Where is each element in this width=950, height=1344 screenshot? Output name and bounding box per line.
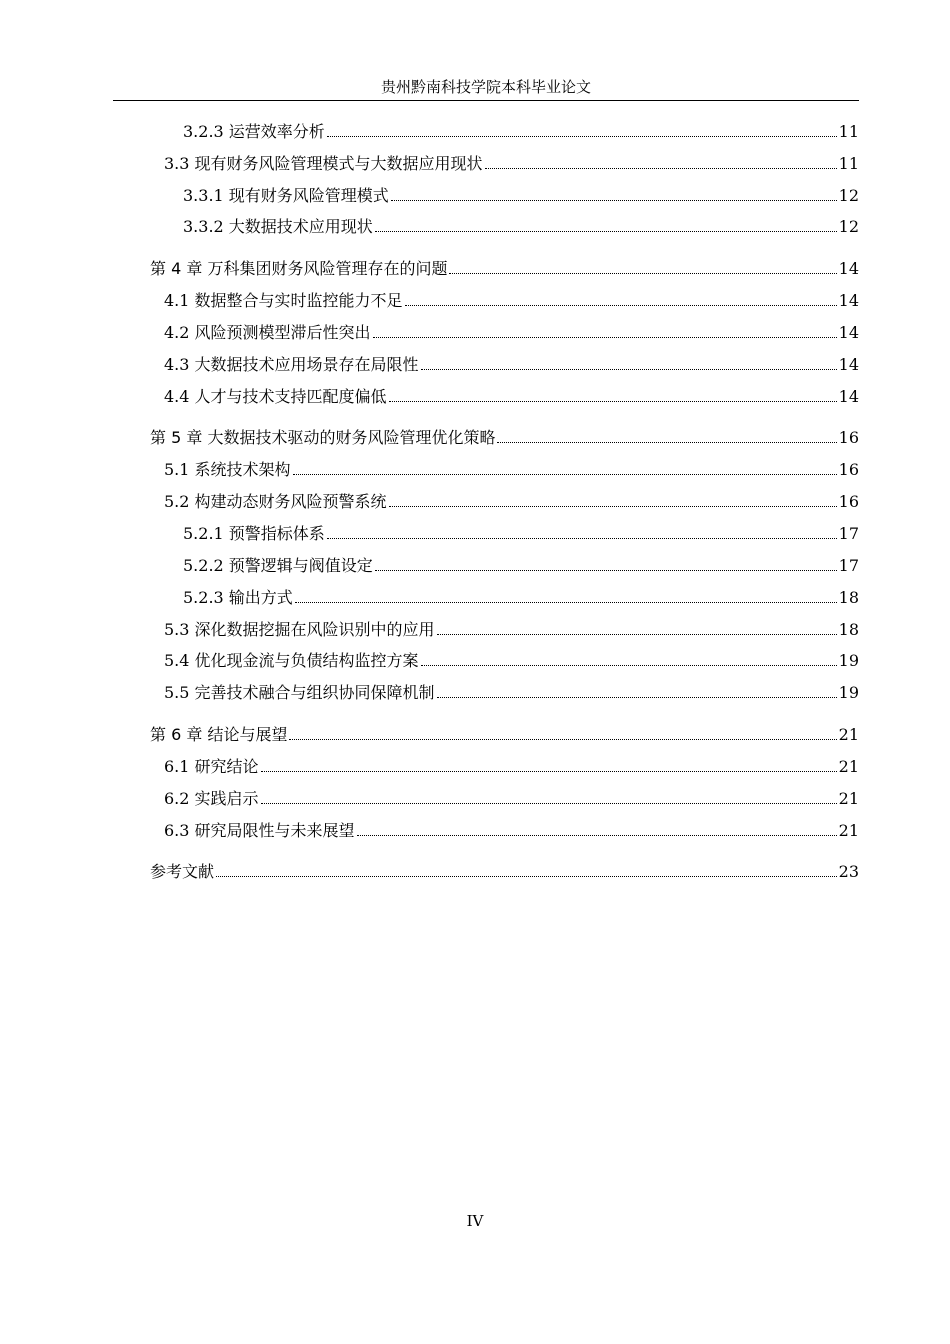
toc-entry[interactable] (183, 522, 859, 546)
toc-entry-title: 4.2 风险预测模型滞后性突出 (164, 323, 371, 342)
toc-entry-page: 18 (838, 620, 859, 639)
header-divider (113, 100, 859, 101)
toc-entry[interactable] (183, 120, 859, 144)
toc-entry-page: 11 (838, 154, 859, 173)
toc-entry[interactable] (164, 385, 859, 409)
toc-chapter-entry[interactable] (150, 860, 859, 884)
toc-entry-title: 第 4 章 万科集团财务风险管理存在的问题 (150, 259, 448, 278)
toc-leader-dots (421, 369, 837, 370)
toc-leader-dots (216, 876, 837, 877)
toc-leader-dots (437, 697, 837, 698)
toc-entry-page: 14 (838, 355, 859, 374)
toc-entry-page: 21 (838, 725, 859, 744)
toc-entry-title: 6.1 研究结论 (164, 757, 259, 776)
toc-leader-dots (375, 570, 837, 571)
toc-entry-page: 17 (838, 556, 859, 575)
toc-entry-page: 19 (838, 683, 859, 702)
toc-leader-dots (295, 602, 837, 603)
toc-entry-page: 14 (838, 259, 859, 278)
toc-leader-dots (289, 739, 836, 740)
toc-entry-page: 18 (838, 588, 859, 607)
toc-entry-page: 14 (838, 323, 859, 342)
toc-entry[interactable] (164, 353, 859, 377)
toc-chapter-entry[interactable] (150, 426, 859, 450)
toc-entry[interactable] (164, 755, 859, 779)
toc-leader-dots (327, 538, 837, 539)
toc-entry-title: 5.5 完善技术融合与组织协同保障机制 (164, 683, 435, 702)
toc-leader-dots (373, 337, 837, 338)
toc-entry[interactable] (164, 490, 859, 514)
toc-entry-page: 14 (838, 291, 859, 310)
toc-entry-title: 6.3 研究局限性与未来展望 (164, 821, 355, 840)
toc-entry[interactable] (164, 458, 859, 482)
toc-entry-title: 5.3 深化数据挖掘在风险识别中的应用 (164, 620, 435, 639)
toc-entry-page: 16 (838, 428, 859, 447)
page-header: 贵州黔南科技学院本科毕业论文 (380, 78, 591, 96)
toc-entry-page: 11 (838, 122, 859, 141)
toc-entry-title: 5.2.2 预警逻辑与阀值设定 (183, 556, 373, 575)
toc-entry[interactable] (164, 649, 859, 673)
toc-entry[interactable] (164, 819, 859, 843)
toc-entry-title: 参考文献 (150, 862, 215, 881)
toc-entry[interactable] (183, 215, 859, 239)
toc-leader-dots (449, 273, 836, 274)
toc-leader-dots (437, 634, 837, 635)
toc-entry-title: 5.2.3 输出方式 (183, 588, 293, 607)
toc-entry-title: 5.4 优化现金流与负债结构监控方案 (164, 651, 419, 670)
toc-entry-title: 3.3.1 现有财务风险管理模式 (183, 186, 389, 205)
toc-entry[interactable] (183, 586, 859, 610)
toc-leader-dots (357, 835, 837, 836)
toc-entry-page: 21 (838, 757, 859, 776)
toc-entry-title: 4.1 数据整合与实时监控能力不足 (164, 291, 403, 310)
toc-leader-dots (497, 442, 836, 443)
page-number: IV (466, 1212, 484, 1230)
toc-entry-page: 16 (838, 492, 859, 511)
toc-entry-title: 第 6 章 结论与展望 (150, 725, 288, 744)
toc-leader-dots (261, 803, 837, 804)
toc-entry[interactable] (183, 184, 859, 208)
toc-entry-page: 16 (838, 460, 859, 479)
toc-entry-page: 12 (838, 186, 859, 205)
toc-entry[interactable] (164, 289, 859, 313)
toc-entry-title: 6.2 实践启示 (164, 789, 259, 808)
toc-entry[interactable] (164, 618, 859, 642)
toc-entry-page: 21 (838, 789, 859, 808)
toc-entry-page: 23 (838, 862, 859, 881)
toc-entry-page: 14 (838, 387, 859, 406)
toc-entry-title: 5.2.1 预警指标体系 (183, 524, 325, 543)
toc-entry-page: 12 (838, 217, 859, 236)
toc-entry[interactable] (164, 152, 859, 176)
toc-entry-page: 17 (838, 524, 859, 543)
toc-leader-dots (405, 305, 837, 306)
toc-leader-dots (375, 231, 837, 232)
toc-leader-dots (389, 506, 837, 507)
toc-chapter-entry[interactable] (150, 257, 859, 281)
toc-leader-dots (261, 771, 837, 772)
toc-entry-title: 5.2 构建动态财务风险预警系统 (164, 492, 387, 511)
toc-entry[interactable] (183, 554, 859, 578)
toc-chapter-entry[interactable] (150, 723, 859, 747)
toc-entry-title: 3.3.2 大数据技术应用现状 (183, 217, 373, 236)
toc-leader-dots (485, 168, 837, 169)
toc-leader-dots (327, 136, 837, 137)
toc-entry-page: 21 (838, 821, 859, 840)
toc-entry-title: 5.1 系统技术架构 (164, 460, 291, 479)
toc-leader-dots (293, 474, 837, 475)
toc-entry[interactable] (164, 787, 859, 811)
toc-leader-dots (421, 665, 837, 666)
toc-entry[interactable] (164, 681, 859, 705)
toc-leader-dots (389, 401, 837, 402)
toc-entry-title: 4.4 人才与技术支持匹配度偏低 (164, 387, 387, 406)
toc-entry-page: 19 (838, 651, 859, 670)
toc-leader-dots (391, 200, 837, 201)
toc-entry[interactable] (164, 321, 859, 345)
toc-entry-title: 3.3 现有财务风险管理模式与大数据应用现状 (164, 154, 483, 173)
toc-entry-title: 4.3 大数据技术应用场景存在局限性 (164, 355, 419, 374)
toc-entry-title: 3.2.3 运营效率分析 (183, 122, 325, 141)
toc-entry-title: 第 5 章 大数据技术驱动的财务风险管理优化策略 (150, 428, 496, 447)
